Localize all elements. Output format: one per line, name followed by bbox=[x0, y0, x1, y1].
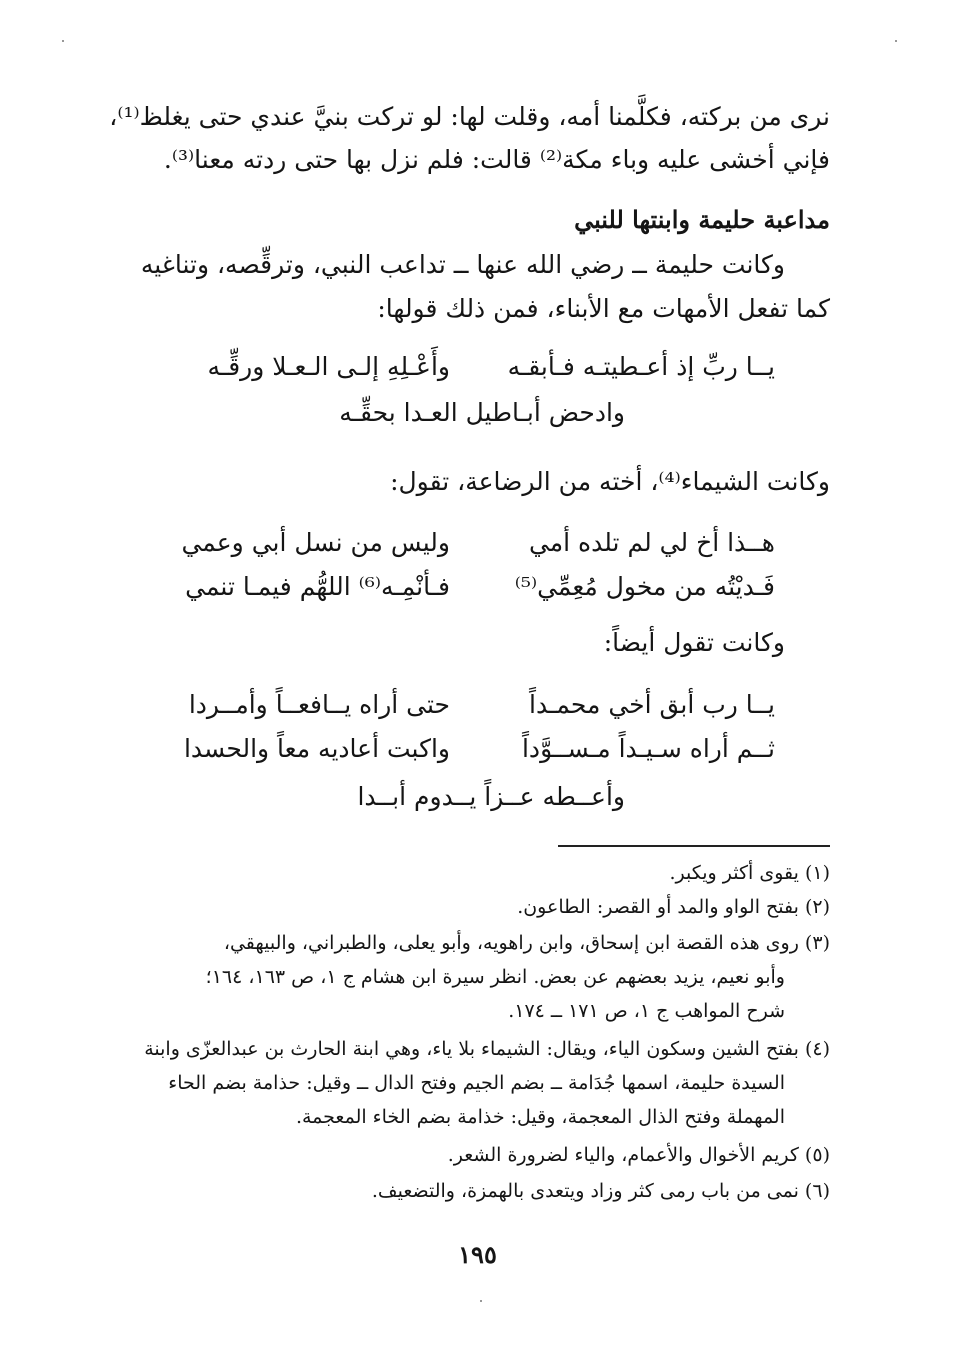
poem1-hemistich-2: وأَعْـلِهِ إلـى الـعـلا ورقِّـه bbox=[207, 352, 450, 381]
paragraph-line-1: وكانت حليمة ــ رضي الله عنها ــ تداعب النبي، وترقِّصه، وتناغيه bbox=[140, 250, 785, 279]
scan-speck bbox=[62, 40, 64, 42]
poem2-hemistich-2: وليس من نسل أبي وعمي bbox=[181, 528, 450, 557]
page-number: ١٩٥ bbox=[458, 1240, 497, 1269]
paragraph-also: وكانت تقول أيضاً: bbox=[603, 628, 785, 657]
poem2-hemistich-4: فـأنْمِـه⁽⁶⁾ اللهُّم فيمـا تنمي bbox=[185, 572, 450, 601]
footnote-3-cont-2: شرح المواهب ج ١، ص ١٧١ ــ ١٧٤. bbox=[508, 1000, 785, 1022]
footnote-separator bbox=[558, 845, 830, 847]
paragraph-shaima: وكانت الشيماء⁽⁴⁾، أخته من الرضاعة، تقول: bbox=[390, 467, 830, 496]
body-line-2: فإني أخشى عليه وباء مكة⁽²⁾ قالت: فلم نزل بها حتى ردته معنا⁽³⁾. bbox=[163, 145, 830, 174]
footnote-6: (٦) نمى من باب رمى كثر وزاد ويتعدى بالهمزة، والتضعيف. bbox=[371, 1180, 830, 1202]
poem3-line-3: وأعــطه عــزاً يــدوم أبــدا bbox=[357, 782, 625, 811]
footnote-4-cont-1: السيدة حليمة، اسمها جُدَامة ــ بضم الجيم وفتح الدال ــ وقيل: حذامة بضم الحاء bbox=[168, 1072, 785, 1094]
footnote-4-cont-2: المهملة وفتح الذال المعجمة، وقيل: خذامة بضم الخاء المعجمة. bbox=[295, 1106, 785, 1128]
footnote-3-cont-1: وأبو نعيم، يزيد بعضهم عن بعض. انظر سيرة ابن هشام ج ١، ص ١٦٣، ١٦٤؛ bbox=[205, 966, 785, 988]
body-line-1: نرى من بركته، فكلَّمنا أمه، وقلت لها: لو تركت بنيَّ عندي حتى يغلظ⁽¹⁾، bbox=[109, 102, 830, 131]
section-heading: مداعبة حليمة وابنتها للنبي bbox=[574, 205, 830, 234]
footnote-1: (١) يقوى أكثر ويكبر. bbox=[669, 862, 830, 884]
poem1-line-2: وادحض أبـاطيل العـدا بحقِّـه bbox=[339, 398, 625, 427]
footnote-2: (٢) بفتح الواو والمد أو القصر: الطاعون. bbox=[517, 896, 830, 918]
footnote-4: (٤) بفتح الشين وسكون الياء، ويقال: الشيماء بلا ياء، وهي ابنة الحارث بن عبدالعزّى وابنة bbox=[144, 1038, 830, 1060]
poem3-hemistich-4: واكبت أعاديه معاً والحسدا bbox=[183, 734, 450, 763]
poem3-hemistich-2: حتى أراه يــافعــاً وأمــردا bbox=[188, 690, 450, 719]
scan-speck bbox=[895, 40, 897, 42]
poem3-hemistich-3: ثــم أراه سـيـداً مـســوَّداً bbox=[521, 734, 775, 763]
poem1-hemistich-1: يــا ربِّ إذ أعـطيتـه فـأبقـه bbox=[507, 352, 775, 381]
scan-speck bbox=[480, 1300, 482, 1302]
poem2-hemistich-1: هــذا أخ لي لم تلده أمي bbox=[528, 528, 775, 557]
poem3-hemistich-1: يــا رب أبق أخي محمـداً bbox=[529, 690, 775, 719]
footnote-3: (٣) روى هذه القصة ابن إسحاق، وابن راهويه، وأبو يعلى، والطبراني، والبيهقي، bbox=[223, 932, 830, 954]
footnote-5: (٥) كريم الأخوال والأعمام، والياء لضرورة الشعر. bbox=[447, 1144, 830, 1166]
paragraph-line-2: كما تفعل الأمهات مع الأبناء، فمن ذلك قولها: bbox=[377, 294, 830, 323]
poem2-hemistich-3: فَـديْتُه من مخول مُعِمِّي⁽⁵⁾ bbox=[514, 572, 775, 601]
